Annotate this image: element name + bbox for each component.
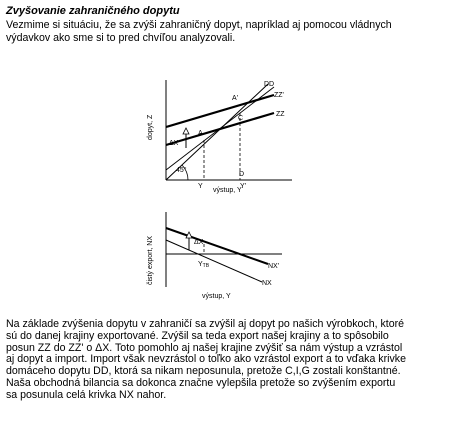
tick-ytb: YTB <box>198 261 210 269</box>
net-export-diagram <box>147 212 282 300</box>
demand-output-diagram <box>147 80 292 194</box>
label-delta-x: ΔX <box>169 140 179 147</box>
label-nx-prime: NX' <box>268 263 280 270</box>
page-title: Zvyšovanie zahraničného dopytu <box>6 5 180 17</box>
label-point-a-prime: A' <box>232 95 239 102</box>
intro-line: Vezmime si situáciu, že sa zvýši zahraničný dopyt, napríklad aj pomocou vládnych <box>6 19 392 31</box>
label-delta-x-bottom: ΔX <box>194 239 204 246</box>
tick-y: Y <box>198 183 203 190</box>
body-line: aj dopyt a import. Import však nevzrástol o toľko ako vzrástol export a to vďaka krivke <box>6 353 406 366</box>
bottom-y-axis-label: čistý export, NX <box>147 235 154 285</box>
body-line: posun ZZ do ZZ' o ΔX. Toto pomohlo aj našej krajine zvýšiť sa nám výstup a vzrástol <box>6 341 403 354</box>
label-zz-prime: ZZ' <box>274 92 284 99</box>
label-45-degree: 45° <box>176 167 187 174</box>
label-nx: NX <box>262 280 272 287</box>
tick-y-prime: Y' <box>240 183 247 190</box>
body-line: domáceho dopytu DD, ktorá sa nikam neposunula, pretože C,I,G zostali konštantné. <box>6 365 401 378</box>
line-45-degree <box>166 84 268 180</box>
body-line: sa posunula celá krivka NX nahor. <box>6 388 167 401</box>
body-line: Naša obchodná bilancia sa dokonca značne vylepšila pretože so zvýšením exportu <box>6 376 396 389</box>
label-point-d: D <box>239 171 245 178</box>
bottom-x-axis-label: výstup, Y <box>202 293 231 300</box>
curve-nx-prime <box>166 228 268 264</box>
label-point-a: A <box>198 130 203 137</box>
curve-dd <box>166 87 274 170</box>
delta-x-arrowhead <box>183 128 189 134</box>
top-x-axis-label: výstup, Y <box>213 187 242 194</box>
curve-nx <box>166 240 262 282</box>
intro-line: výdavkov ako sme si to pred chvíľou analyzovali. <box>6 31 236 44</box>
body-line: sú do danej krajiny exportované. Zvýšil sa teda export našej krajiny a to spôsobilo <box>6 329 389 342</box>
label-zz: ZZ <box>276 111 285 118</box>
label-dd: DD <box>264 81 275 88</box>
label-point-c: C <box>238 115 244 122</box>
top-y-axis-label: dopyt, Z <box>147 114 154 140</box>
body-line: Na základe zvýšenia dopytu v zahraničí sa zvýšil aj dopyt po našich výrobkoch, ktoré <box>6 318 405 330</box>
explanation-paragraph <box>6 319 448 402</box>
